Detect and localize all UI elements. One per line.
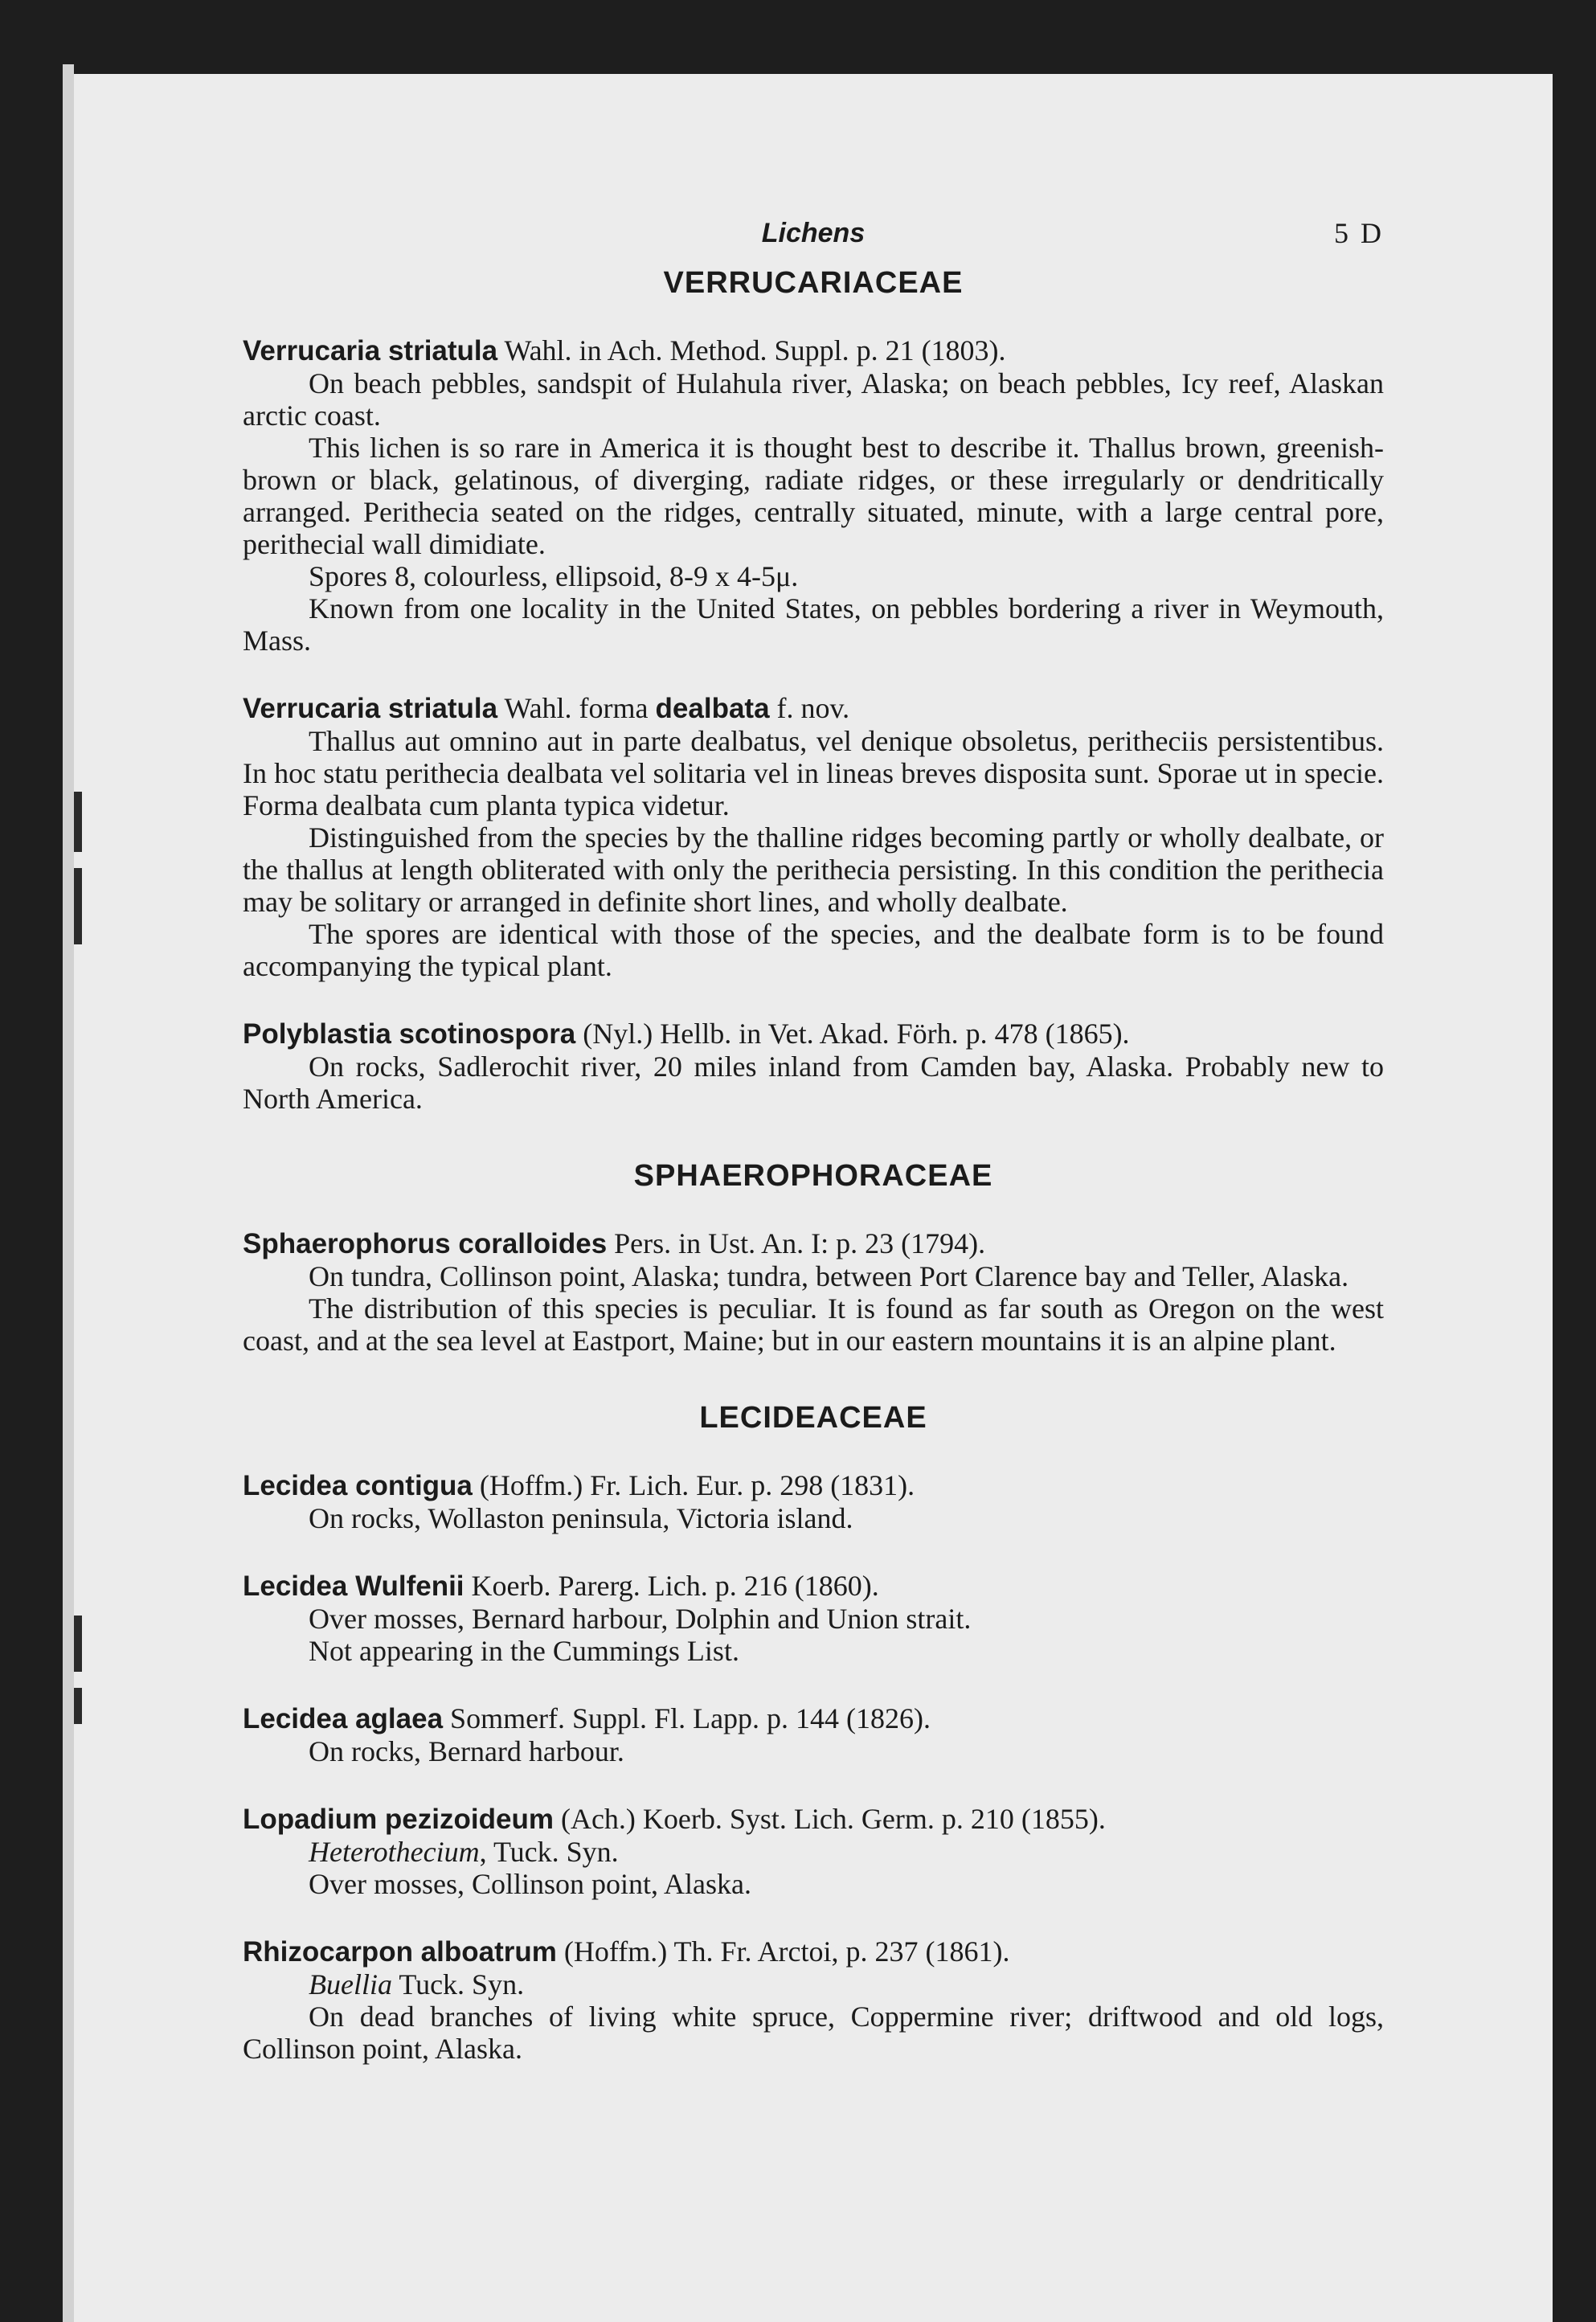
running-header [243, 217, 1384, 256]
entry-paragraph: On tundra, Collinson point, Alaska; tundra, between Port Clarence bay and Teller, Alaska. [309, 1260, 1349, 1292]
species-headline [243, 1227, 1384, 1260]
synonym-line [243, 1836, 1384, 1868]
species-headline [243, 1935, 1384, 1968]
synonym-comma: , [479, 1836, 493, 1868]
citation: Wahl. forma [504, 692, 649, 724]
citation: Pers. in Ust. An. I: p. 23 (1794). [614, 1227, 986, 1259]
entry-paragraph: The spores are identical with those of the species, and the dealbate form is to be found accompanying the typical plant. [243, 918, 1384, 982]
family-heading: LECIDEACEAE [699, 1401, 927, 1435]
entry-line: On rocks, Wollaston peninsula, Victoria island. [309, 1502, 853, 1534]
page-left-edge [63, 64, 74, 2322]
species-headline [243, 1702, 1384, 1735]
binding-mark [74, 1616, 82, 1672]
species-headline [243, 692, 1384, 725]
entry-line: Over mosses, Bernard harbour, Dolphin and Union strait. [309, 1603, 972, 1635]
species-entry [243, 1018, 1384, 1115]
form-name: dealbata [655, 693, 770, 724]
page-number: 5 D [1334, 217, 1384, 249]
taxon-name: Lecidea aglaea [243, 1703, 444, 1734]
species-entry [243, 334, 1384, 657]
entry-line: On rocks, Bernard harbour. [309, 1735, 624, 1767]
entry-paragraph: Spores 8, colourless, ellipsoid, 8-9 x 4-5μ. [309, 560, 799, 592]
species-entry [243, 1803, 1384, 1900]
taxon-name: Sphaerophorus coralloides [243, 1228, 608, 1259]
species-headline [243, 334, 1384, 367]
species-entry [243, 692, 1384, 982]
running-title: Lichens [761, 218, 866, 248]
taxon-name: Lopadium pezizoideum [243, 1804, 554, 1835]
synonym-line [243, 1968, 1384, 2001]
taxon-name: Verrucaria striatula [243, 335, 498, 367]
entry-paragraph: On beach pebbles, sandspit of Hulahula river, Alaska; on beach pebbles, Icy reef, Alaskan arctic coast. [243, 367, 1384, 432]
species-entry [243, 1935, 1384, 2065]
entry-line: Over mosses, Collinson point, Alaska. [309, 1868, 751, 1900]
citation: Koerb. Parerg. Lich. p. 216 (1860). [471, 1570, 879, 1602]
citation: (Ach.) Koerb. Syst. Lich. Germ. p. 210 (1855). [560, 1803, 1106, 1835]
entry-paragraph: Known from one locality in the United States, on pebbles bordering a river in Weymouth, Mass. [243, 592, 1384, 657]
species-headline [243, 1469, 1384, 1502]
entry-paragraph: The distribution of this species is peculiar. It is found as far south as Oregon on the west coast, and at the sea level at Eastport, Maine; but in our eastern mountains it is an alpine plant. [243, 1292, 1384, 1357]
species-entry [243, 1469, 1384, 1534]
family-heading: SPHAEROPHORACEAE [633, 1159, 993, 1193]
page-content [243, 217, 1384, 2100]
entry-paragraph: Thallus aut omnino aut in parte dealbatus, vel denique obsoletus, peritheciis persistentibus. In hoc statu perithecia dealbata vel solitaria vel in lineas breves disposita sunt. Sporae ut in specie. Forma dealbata cum planta typica videtur. [243, 725, 1384, 821]
species-headline [243, 1803, 1384, 1836]
taxon-name: Lecidea Wulfenii [243, 1571, 464, 1602]
synonym-source: Tuck. Syn. [493, 1836, 619, 1868]
species-entry [243, 1227, 1384, 1357]
taxon-name: Verrucaria striatula [243, 693, 498, 724]
entry-paragraph: On dead branches of living white spruce, Coppermine river; driftwood and old logs, Collinson point, Alaska. [243, 2001, 1384, 2065]
citation: (Nyl.) Hellb. in Vet. Akad. Förh. p. 478 (1865). [583, 1018, 1130, 1050]
taxon-name: Lecidea contigua [243, 1470, 473, 1501]
binding-mark [74, 1688, 82, 1724]
species-headline [243, 1018, 1384, 1050]
species-entry [243, 1570, 1384, 1667]
entry-paragraph: On rocks, Sadlerochit river, 20 miles inland from Camden bay, Alaska. Probably new to North America. [243, 1050, 1384, 1115]
species-headline [243, 1570, 1384, 1603]
entry-paragraph: Distinguished from the species by the thalline ridges becoming partly or wholly dealbate, or the thallus at length obliterated with only the perithecia persisting. In this condition the perithecia may be solitary or arranged in definite short lines, and wholly dealbate. [243, 821, 1384, 918]
entry-line: Not appearing in the Cummings List. [309, 1635, 739, 1667]
taxon-name: Rhizocarpon alboatrum [243, 1936, 557, 1968]
citation: (Hoffm.) Fr. Lich. Eur. p. 298 (1831). [479, 1469, 915, 1501]
synonym-genus: Heterothecium [309, 1836, 480, 1868]
entry-paragraph: This lichen is so rare in America it is thought best to describe it. Thallus brown, greenish-brown or black, gelatinous, of diverging, radiate ridges, or these irregularly or dendritically arranged. Perithecia seated on the ridges, centrally situated, minute, with a large central pore, perithecial wall dimidiate. [243, 432, 1384, 560]
synonym-genus: Buellia [309, 1968, 392, 2001]
citation: (Hoffm.) Th. Fr. Arctoi, p. 237 (1861). [563, 1935, 1010, 1968]
taxon-name: Polyblastia scotinospora [243, 1018, 576, 1050]
binding-mark [74, 868, 82, 944]
citation: Wahl. in Ach. Method. Suppl. p. 21 (1803). [504, 334, 1006, 367]
citation: Sommerf. Suppl. Fl. Lapp. p. 144 (1826). [450, 1702, 931, 1734]
binding-mark [74, 792, 82, 852]
species-entry [243, 1702, 1384, 1767]
synonym-source: Tuck. Syn. [399, 1968, 525, 2001]
citation: f. nov. [776, 692, 850, 724]
family-heading: VERRUCARIACEAE [663, 266, 964, 300]
